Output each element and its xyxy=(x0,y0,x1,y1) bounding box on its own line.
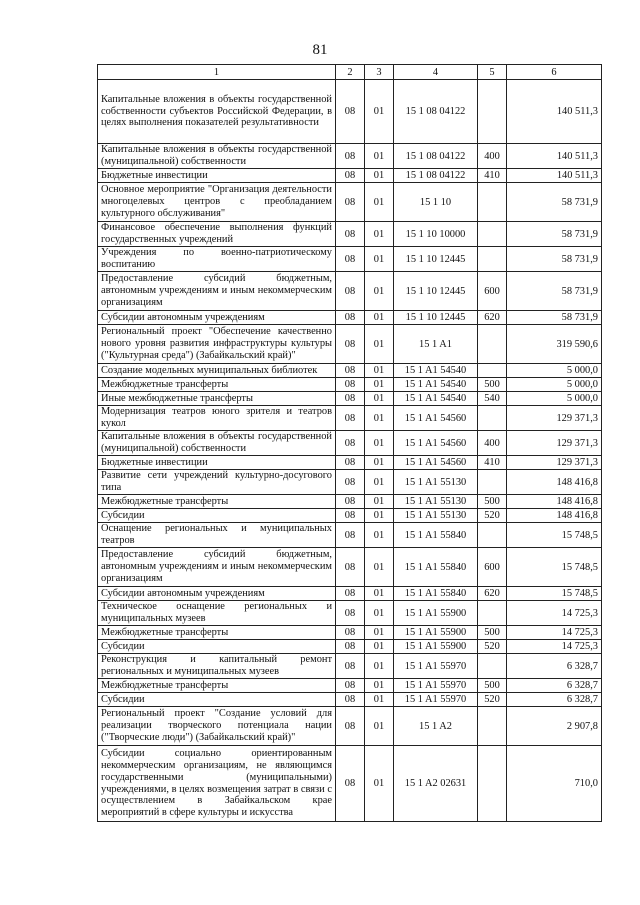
row-subsection-cell: 01 xyxy=(365,746,394,822)
row-name-cell: Субсидии xyxy=(98,693,336,707)
row-target-code-cell: 15 1 A1 55900 xyxy=(394,601,478,626)
row-section-cell: 08 xyxy=(336,470,365,495)
table-row xyxy=(98,523,602,548)
row-expense-type-cell: 410 xyxy=(478,169,507,183)
header-row xyxy=(98,65,602,80)
row-name-cell: Предоставление субсидий бюджетным, автономным учреждениям и иным некоммерческим организациям xyxy=(98,272,336,311)
table-row xyxy=(98,392,602,406)
row-target-code-cell: 15 1 A1 55970 xyxy=(394,679,478,693)
row-amount-cell: 14 725,3 xyxy=(507,626,602,640)
row-expense-type-cell xyxy=(478,364,507,378)
row-section-cell: 08 xyxy=(336,272,365,311)
table-row xyxy=(98,470,602,495)
row-name-cell: Бюджетные инвестиции xyxy=(98,169,336,183)
row-name-cell: Региональный проект "Создание условий для реализации творческого потенциала нации ("Творческие люди") (Забайкальский край)" xyxy=(98,707,336,746)
row-section-cell: 08 xyxy=(336,311,365,325)
header-cell: 4 xyxy=(394,65,478,80)
row-target-code-cell: 15 1 08 04122 xyxy=(394,169,478,183)
row-expense-type-cell: 520 xyxy=(478,693,507,707)
table-body xyxy=(98,80,602,822)
row-amount-cell: 148 416,8 xyxy=(507,470,602,495)
table-row xyxy=(98,311,602,325)
row-section-cell: 08 xyxy=(336,325,365,364)
row-subsection-cell: 01 xyxy=(365,80,394,144)
row-subsection-cell: 01 xyxy=(365,169,394,183)
row-section-cell: 08 xyxy=(336,626,365,640)
row-name-cell: Реконструкция и капитальный ремонт региональных и муниципальных музеев xyxy=(98,654,336,679)
row-expense-type-cell: 400 xyxy=(478,144,507,169)
row-name-cell: Субсидии автономным учреждениям xyxy=(98,311,336,325)
row-subsection-cell: 01 xyxy=(365,679,394,693)
row-name-cell: Учреждения по военно-патриотическому воспитанию xyxy=(98,247,336,272)
table-row xyxy=(98,548,602,587)
row-amount-cell: 6 328,7 xyxy=(507,679,602,693)
row-subsection-cell: 01 xyxy=(365,509,394,523)
row-section-cell: 08 xyxy=(336,548,365,587)
row-expense-type-cell: 520 xyxy=(478,509,507,523)
row-expense-type-cell: 620 xyxy=(478,311,507,325)
table-row xyxy=(98,495,602,509)
table-row xyxy=(98,456,602,470)
row-section-cell: 08 xyxy=(336,431,365,456)
row-subsection-cell: 01 xyxy=(365,222,394,247)
row-expense-type-cell xyxy=(478,406,507,431)
row-subsection-cell: 01 xyxy=(365,392,394,406)
table-row xyxy=(98,378,602,392)
row-section-cell: 08 xyxy=(336,80,365,144)
row-target-code-cell: 15 1 10 12445 xyxy=(394,311,478,325)
table-row xyxy=(98,272,602,311)
row-name-cell: Создание модельных муниципальных библиотек xyxy=(98,364,336,378)
row-expense-type-cell xyxy=(478,654,507,679)
row-amount-cell: 148 416,8 xyxy=(507,509,602,523)
row-target-code-cell: 15 1 A1 55130 xyxy=(394,495,478,509)
table-row xyxy=(98,364,602,378)
row-expense-type-cell xyxy=(478,746,507,822)
row-name-cell: Бюджетные инвестиции xyxy=(98,456,336,470)
row-expense-type-cell xyxy=(478,470,507,495)
table-row xyxy=(98,169,602,183)
row-expense-type-cell: 520 xyxy=(478,640,507,654)
row-target-code-cell: 15 1 A1 55970 xyxy=(394,693,478,707)
row-amount-cell: 6 328,7 xyxy=(507,654,602,679)
row-target-code-cell: 15 1 08 04122 xyxy=(394,144,478,169)
row-target-code-cell: 15 1 10 12445 xyxy=(394,247,478,272)
row-target-code-cell: 15 1 08 04122 xyxy=(394,80,478,144)
row-subsection-cell: 01 xyxy=(365,247,394,272)
row-section-cell: 08 xyxy=(336,587,365,601)
row-expense-type-cell xyxy=(478,247,507,272)
row-name-cell: Межбюджетные трансферты xyxy=(98,626,336,640)
row-expense-type-cell: 620 xyxy=(478,587,507,601)
row-target-code-cell: 15 1 A1 55840 xyxy=(394,548,478,587)
row-subsection-cell: 01 xyxy=(365,272,394,311)
row-target-code-cell: 15 1 A1 54540 xyxy=(394,392,478,406)
row-section-cell: 08 xyxy=(336,364,365,378)
row-subsection-cell: 01 xyxy=(365,456,394,470)
row-expense-type-cell: 540 xyxy=(478,392,507,406)
row-name-cell: Основное мероприятие "Организация деятельности многоцелевых центров с преобладанием культурного обслуживания" xyxy=(98,183,336,222)
row-name-cell: Капитальные вложения в объекты государственной собственности субъектов Российской Федерации, в целях выполнения показателей результативности xyxy=(98,80,336,144)
row-target-code-cell: 15 1 A1 54540 xyxy=(394,364,478,378)
table-row xyxy=(98,679,602,693)
header-cell: 1 xyxy=(98,65,336,80)
row-amount-cell: 6 328,7 xyxy=(507,693,602,707)
row-target-code-cell: 15 1 A1 55840 xyxy=(394,587,478,601)
row-expense-type-cell: 500 xyxy=(478,626,507,640)
row-subsection-cell: 01 xyxy=(365,470,394,495)
row-expense-type-cell xyxy=(478,222,507,247)
row-subsection-cell: 01 xyxy=(365,654,394,679)
row-target-code-cell: 15 1 A1 55900 xyxy=(394,640,478,654)
row-name-cell: Капитальные вложения в объекты государственной (муниципальной) собственности xyxy=(98,144,336,169)
row-expense-type-cell xyxy=(478,707,507,746)
page-number: 81 xyxy=(312,42,328,58)
row-target-code-cell: 15 1 A1 55130 xyxy=(394,470,478,495)
row-expense-type-cell xyxy=(478,183,507,222)
row-amount-cell: 140 511,3 xyxy=(507,80,602,144)
row-amount-cell: 14 725,3 xyxy=(507,601,602,626)
row-name-cell: Оснащение региональных и муниципальных театров xyxy=(98,523,336,548)
row-expense-type-cell: 400 xyxy=(478,431,507,456)
row-subsection-cell: 01 xyxy=(365,548,394,587)
table-row xyxy=(98,654,602,679)
row-section-cell: 08 xyxy=(336,144,365,169)
row-target-code-cell: 15 1 A1 55130 xyxy=(394,509,478,523)
row-amount-cell: 58 731,9 xyxy=(507,247,602,272)
table-row xyxy=(98,626,602,640)
row-subsection-cell: 01 xyxy=(365,587,394,601)
row-subsection-cell: 01 xyxy=(365,364,394,378)
row-target-code-cell: 15 1 A1 54560 xyxy=(394,456,478,470)
row-amount-cell: 14 725,3 xyxy=(507,640,602,654)
row-target-code-cell: 15 1 A1 55840 xyxy=(394,523,478,548)
table-row xyxy=(98,693,602,707)
row-subsection-cell: 01 xyxy=(365,406,394,431)
row-expense-type-cell xyxy=(478,80,507,144)
row-section-cell: 08 xyxy=(336,406,365,431)
row-amount-cell: 319 590,6 xyxy=(507,325,602,364)
row-target-code-cell: 15 1 A1 55900 xyxy=(394,626,478,640)
row-amount-cell: 15 748,5 xyxy=(507,587,602,601)
row-section-cell: 08 xyxy=(336,392,365,406)
row-section-cell: 08 xyxy=(336,509,365,523)
table-row xyxy=(98,640,602,654)
budget-table xyxy=(97,64,602,822)
row-name-cell: Субсидии социально ориентированным некоммерческим организациям, не являющимся государственными (муниципальными) учреждениями, в целях возмещения затрат в связи с осуществлением в Забайкальском крае мероприятий в сфере культуры и искусства xyxy=(98,746,336,822)
row-target-code-cell: 15 1 10 12445 xyxy=(394,272,478,311)
row-section-cell: 08 xyxy=(336,247,365,272)
row-expense-type-cell xyxy=(478,601,507,626)
row-subsection-cell: 01 xyxy=(365,144,394,169)
row-section-cell: 08 xyxy=(336,601,365,626)
row-target-code-cell: 15 1 A1 xyxy=(394,325,478,364)
header-cell: 3 xyxy=(365,65,394,80)
row-subsection-cell: 01 xyxy=(365,640,394,654)
row-amount-cell: 148 416,8 xyxy=(507,495,602,509)
header-cell: 6 xyxy=(507,65,602,80)
row-expense-type-cell: 600 xyxy=(478,548,507,587)
row-amount-cell: 129 371,3 xyxy=(507,456,602,470)
table-row xyxy=(98,222,602,247)
row-amount-cell: 58 731,9 xyxy=(507,272,602,311)
row-amount-cell: 140 511,3 xyxy=(507,169,602,183)
table-row xyxy=(98,325,602,364)
row-expense-type-cell: 500 xyxy=(478,495,507,509)
row-subsection-cell: 01 xyxy=(365,495,394,509)
row-expense-type-cell: 600 xyxy=(478,272,507,311)
table-row xyxy=(98,406,602,431)
row-section-cell: 08 xyxy=(336,693,365,707)
table-row xyxy=(98,707,602,746)
row-amount-cell: 5 000,0 xyxy=(507,392,602,406)
row-amount-cell: 58 731,9 xyxy=(507,183,602,222)
row-name-cell: Развитие сети учреждений культурно-досугового типа xyxy=(98,470,336,495)
row-section-cell: 08 xyxy=(336,495,365,509)
row-amount-cell: 15 748,5 xyxy=(507,548,602,587)
row-subsection-cell: 01 xyxy=(365,523,394,548)
row-subsection-cell: 01 xyxy=(365,325,394,364)
row-section-cell: 08 xyxy=(336,654,365,679)
table-row xyxy=(98,247,602,272)
row-name-cell: Предоставление субсидий бюджетным, автономным учреждениям и иным некоммерческим организациям xyxy=(98,548,336,587)
row-expense-type-cell: 500 xyxy=(478,679,507,693)
row-name-cell: Капитальные вложения в объекты государственной (муниципальной) собственности xyxy=(98,431,336,456)
table-row xyxy=(98,183,602,222)
row-amount-cell: 710,0 xyxy=(507,746,602,822)
table-row xyxy=(98,144,602,169)
row-expense-type-cell: 410 xyxy=(478,456,507,470)
row-target-code-cell: 15 1 A1 55970 xyxy=(394,654,478,679)
row-target-code-cell: 15 1 A2 xyxy=(394,707,478,746)
row-name-cell: Межбюджетные трансферты xyxy=(98,679,336,693)
row-target-code-cell: 15 1 10 10000 xyxy=(394,222,478,247)
row-expense-type-cell xyxy=(478,325,507,364)
table-row xyxy=(98,746,602,822)
table-row xyxy=(98,509,602,523)
row-subsection-cell: 01 xyxy=(365,311,394,325)
row-name-cell: Субсидии xyxy=(98,509,336,523)
row-target-code-cell: 15 1 A1 54540 xyxy=(394,378,478,392)
row-name-cell: Техническое оснащение региональных и муниципальных музеев xyxy=(98,601,336,626)
row-section-cell: 08 xyxy=(336,640,365,654)
row-section-cell: 08 xyxy=(336,523,365,548)
row-name-cell: Межбюджетные трансферты xyxy=(98,495,336,509)
row-amount-cell: 129 371,3 xyxy=(507,431,602,456)
table-row xyxy=(98,431,602,456)
header-cell: 2 xyxy=(336,65,365,80)
row-subsection-cell: 01 xyxy=(365,707,394,746)
row-name-cell: Субсидии автономным учреждениям xyxy=(98,587,336,601)
row-section-cell: 08 xyxy=(336,378,365,392)
row-amount-cell: 129 371,3 xyxy=(507,406,602,431)
table-row xyxy=(98,80,602,144)
row-amount-cell: 58 731,9 xyxy=(507,311,602,325)
row-name-cell: Межбюджетные трансферты xyxy=(98,378,336,392)
row-amount-cell: 5 000,0 xyxy=(507,378,602,392)
row-name-cell: Иные межбюджетные трансферты xyxy=(98,392,336,406)
table-row xyxy=(98,587,602,601)
row-target-code-cell: 15 1 A2 02631 xyxy=(394,746,478,822)
row-target-code-cell: 15 1 A1 54560 xyxy=(394,431,478,456)
row-section-cell: 08 xyxy=(336,679,365,693)
row-target-code-cell: 15 1 10 xyxy=(394,183,478,222)
row-subsection-cell: 01 xyxy=(365,693,394,707)
row-name-cell: Субсидии xyxy=(98,640,336,654)
row-name-cell: Региональный проект "Обеспечение качественно нового уровня развития инфраструктуры культуры ("Культурная среда") (Забайкальский край)" xyxy=(98,325,336,364)
row-amount-cell: 140 511,3 xyxy=(507,144,602,169)
row-subsection-cell: 01 xyxy=(365,431,394,456)
row-section-cell: 08 xyxy=(336,746,365,822)
row-expense-type-cell xyxy=(478,523,507,548)
row-subsection-cell: 01 xyxy=(365,183,394,222)
row-amount-cell: 15 748,5 xyxy=(507,523,602,548)
row-section-cell: 08 xyxy=(336,169,365,183)
row-subsection-cell: 01 xyxy=(365,626,394,640)
row-target-code-cell: 15 1 A1 54560 xyxy=(394,406,478,431)
row-section-cell: 08 xyxy=(336,183,365,222)
row-section-cell: 08 xyxy=(336,707,365,746)
row-section-cell: 08 xyxy=(336,222,365,247)
row-expense-type-cell: 500 xyxy=(478,378,507,392)
header-cell: 5 xyxy=(478,65,507,80)
row-name-cell: Модернизация театров юного зрителя и театров кукол xyxy=(98,406,336,431)
row-subsection-cell: 01 xyxy=(365,378,394,392)
row-section-cell: 08 xyxy=(336,456,365,470)
row-name-cell: Финансовое обеспечение выполнения функций государственных учреждений xyxy=(98,222,336,247)
row-amount-cell: 5 000,0 xyxy=(507,364,602,378)
row-amount-cell: 2 907,8 xyxy=(507,707,602,746)
row-amount-cell: 58 731,9 xyxy=(507,222,602,247)
row-subsection-cell: 01 xyxy=(365,601,394,626)
table-row xyxy=(98,601,602,626)
